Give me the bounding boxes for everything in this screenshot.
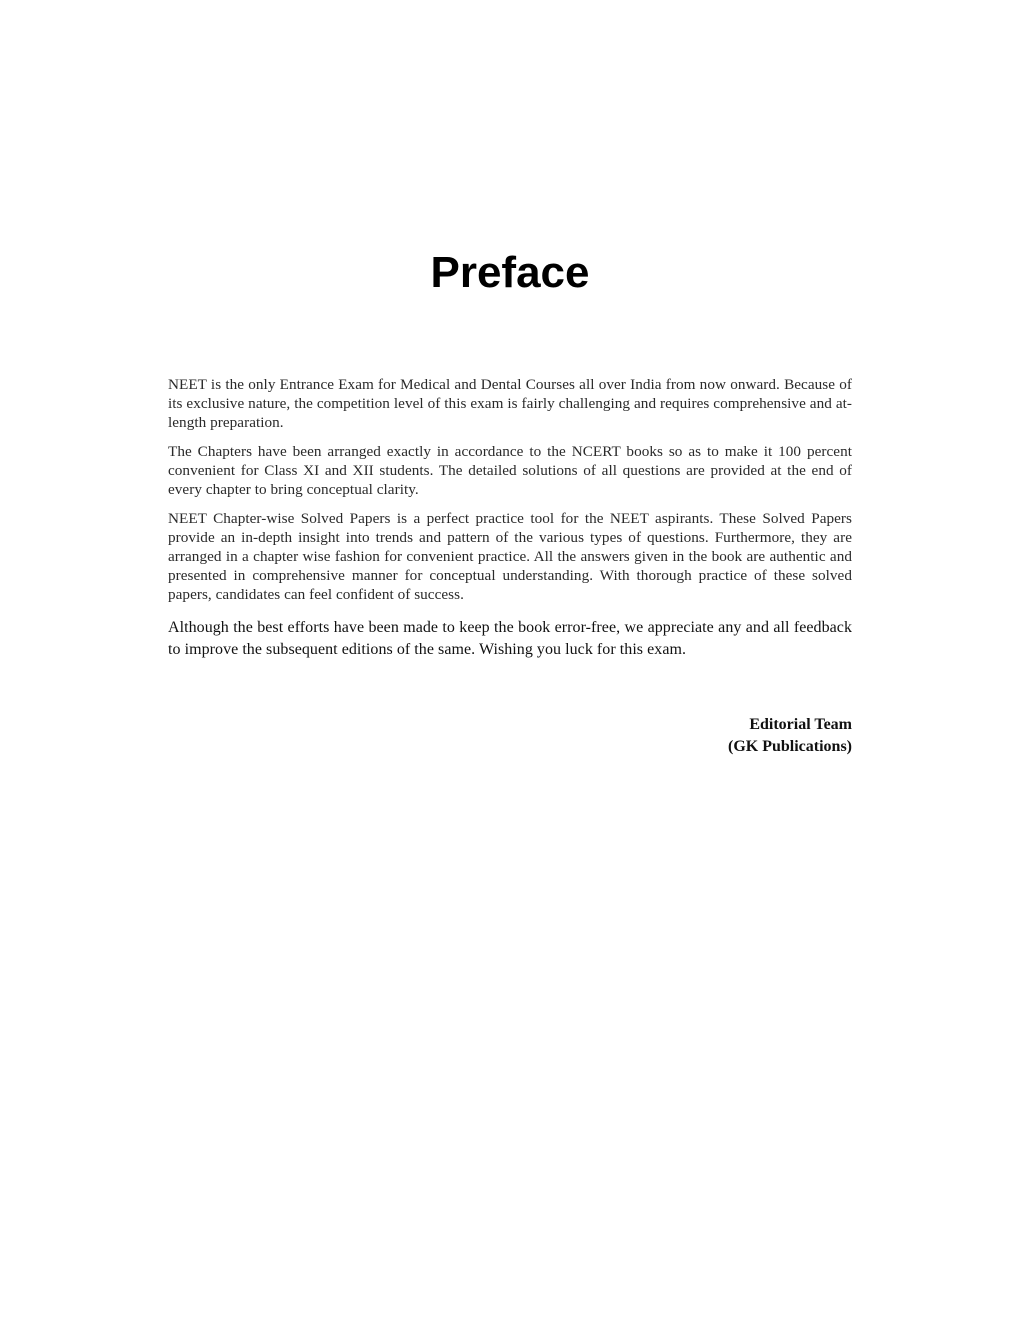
page-title: Preface bbox=[430, 248, 590, 297]
signature-team: Editorial Team bbox=[749, 716, 852, 733]
signature-publisher: (GK Publications) bbox=[727, 738, 852, 755]
preface-body bbox=[168, 375, 852, 671]
paragraph-chapters: The Chapters have been arranged exactly in accordance to the NCERT books so as to make it 100 percent convenient for Class XI and XII students. The detailed solutions of all questions are provided at the end of every chapter to bring conceptual clarity. bbox=[168, 443, 852, 498]
paragraph-intro: NEET is the only Entrance Exam for Medical and Dental Courses all over India from now onward. Because of its exclusive nature, the competition level of this exam is fairly challenging and requires comprehensive and at-length preparation. bbox=[168, 376, 852, 431]
paragraph-closing: Although the best efforts have been made to keep the book error-free, we appreciate any and all feedback to improve the subsequent editions of the same. Wishing you luck for this exam. bbox=[168, 619, 852, 658]
signature-block bbox=[728, 714, 852, 758]
paragraph-practice-tool: NEET Chapter-wise Solved Papers is a perfect practice tool for the NEET aspirants. These Solved Papers provide an in-depth insight into trends and pattern of the various types of questions. Furthermore, they are arranged in a chapter wise fashion for convenient practice. All the answers given in the book are authentic and presented in comprehensive manner for conceptual understanding. With thorough practice of these solved papers, candidates can feel confident of success. bbox=[168, 510, 852, 603]
